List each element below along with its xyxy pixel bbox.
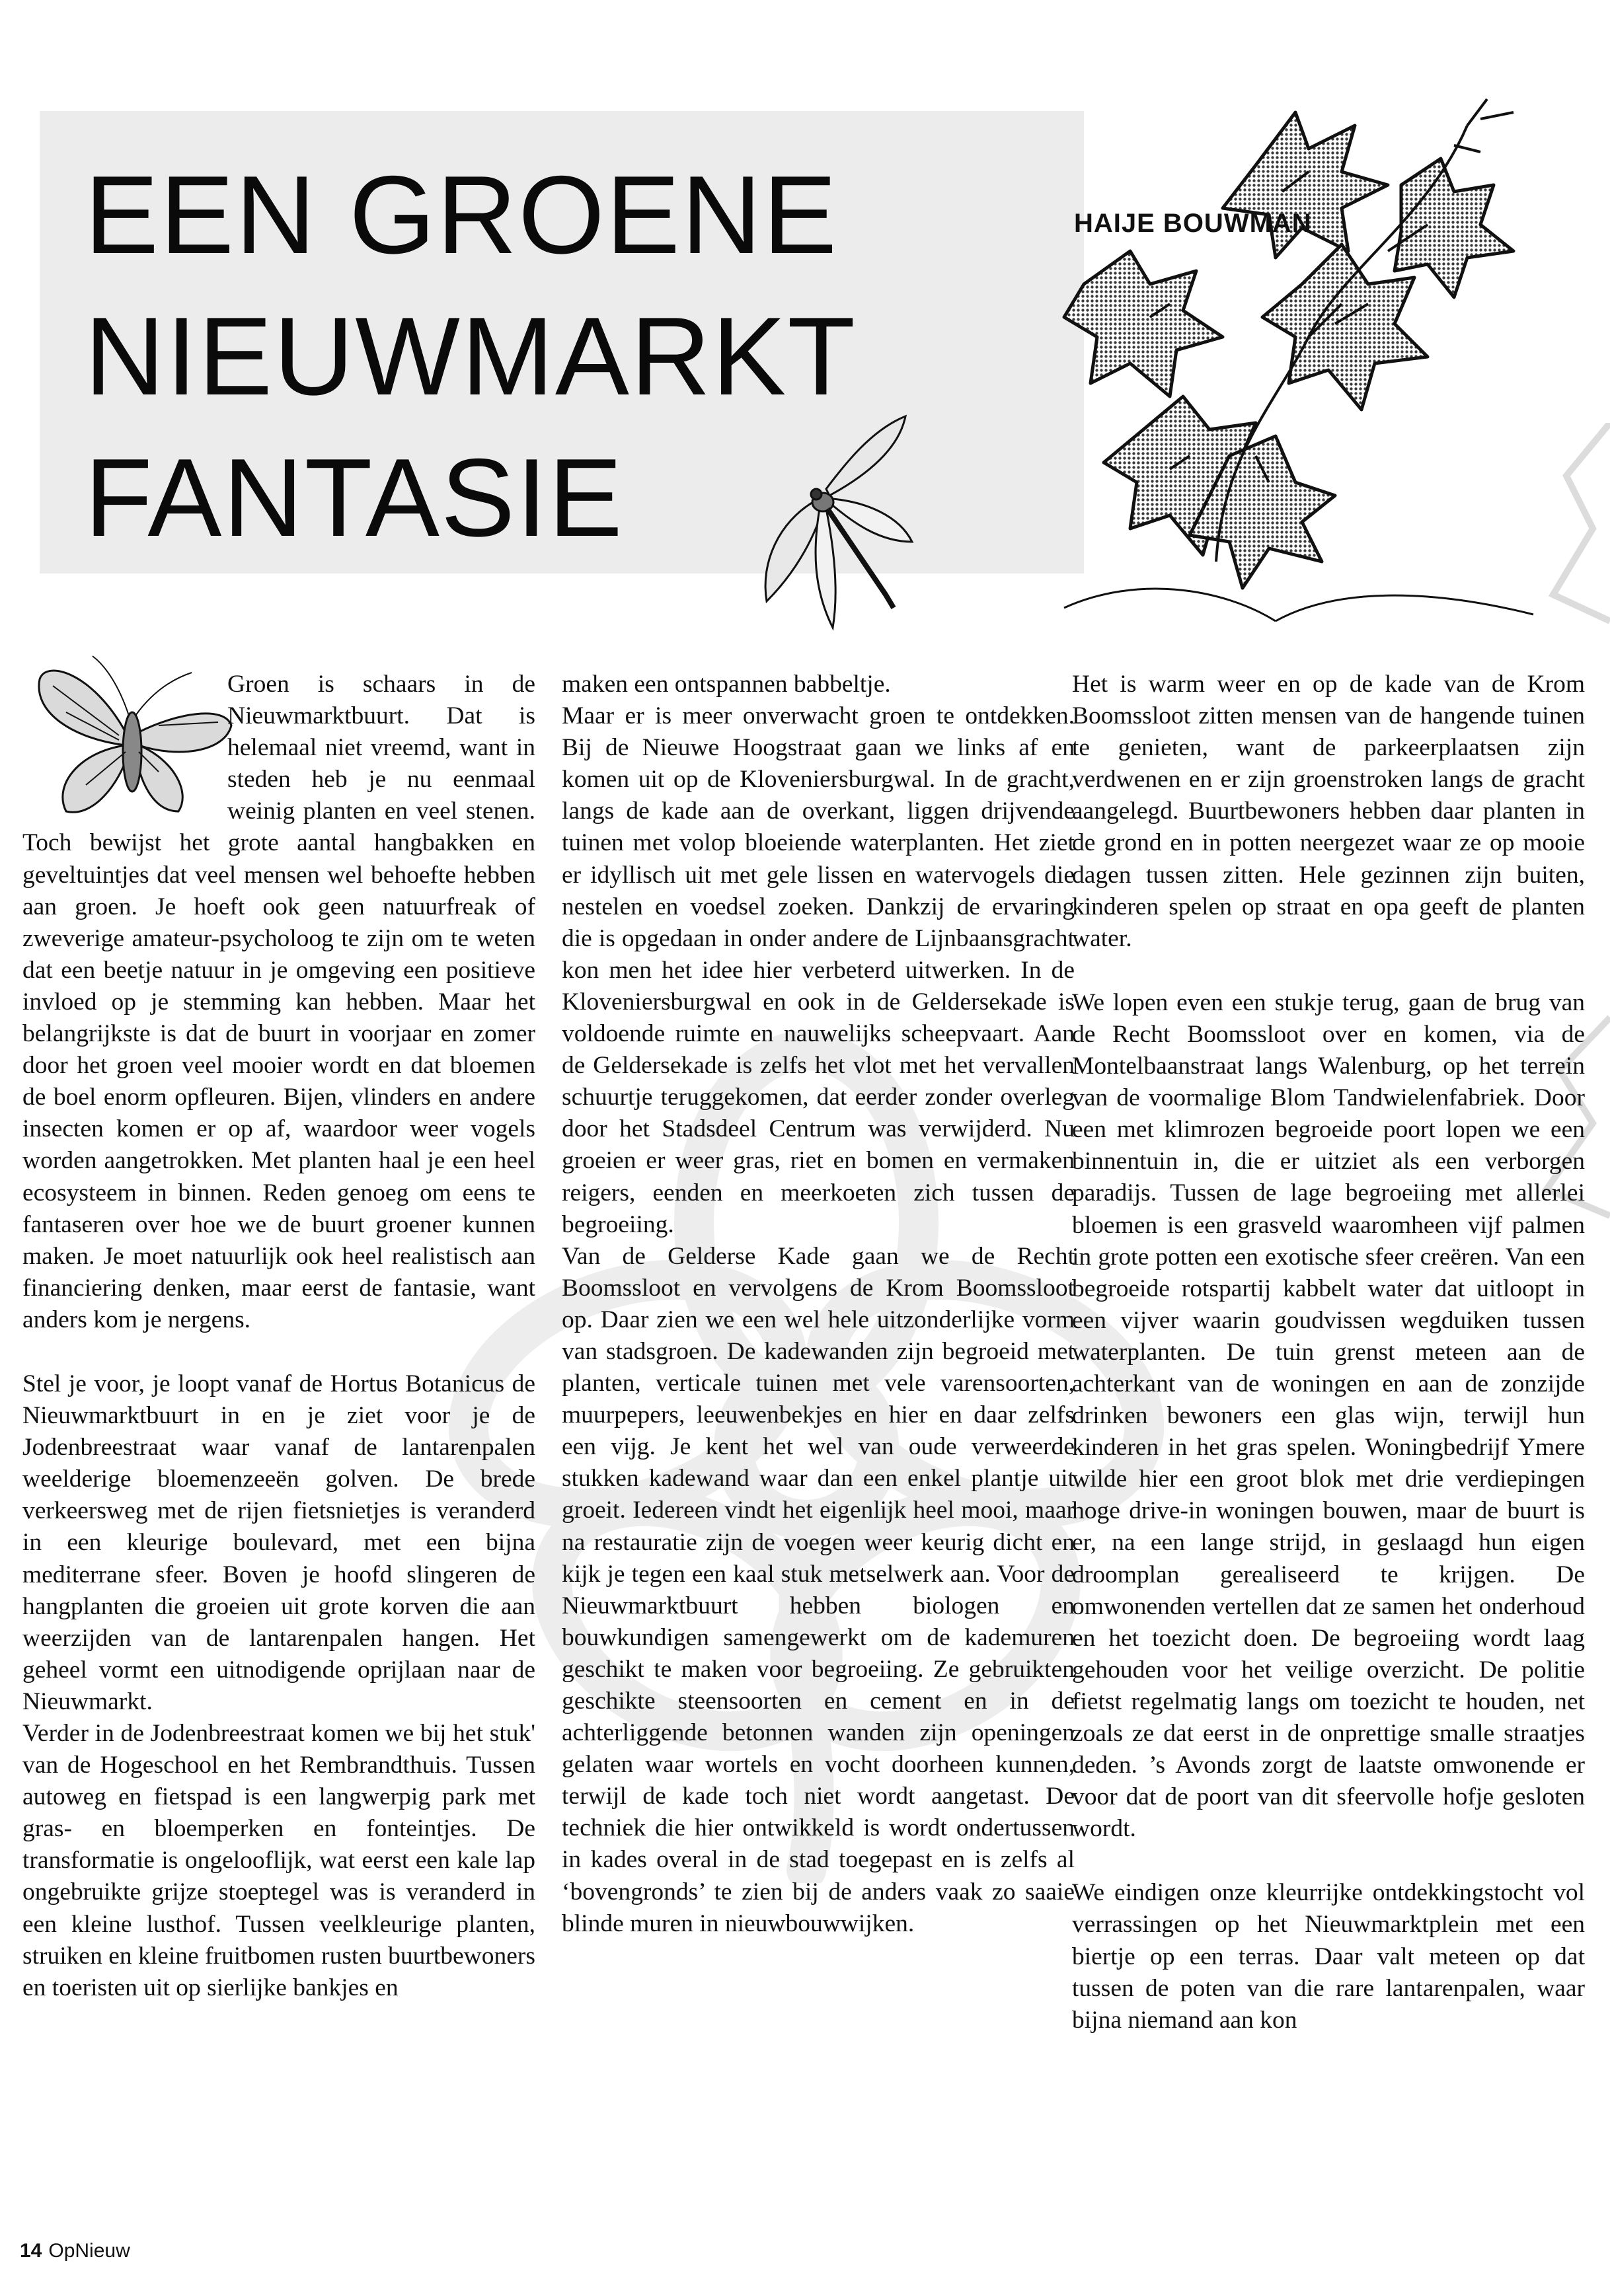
paragraph-9: We eindigen onze kleurrijke ontdekkingstocht vol verrassingen op het Nieuwmarktplein met een biertje op een terras. Daar valt meteen op dat tussen de poten van die rare lantarenpalen, waar bijna niemand aan kon [1072, 1879, 1585, 2034]
ivy-illustration [1057, 86, 1540, 628]
paragraph-4: maken een ontspannen babbeltje. [562, 671, 891, 698]
magazine-name: OpNieuw [48, 2240, 130, 2262]
article-column-3 [1072, 669, 1585, 2036]
paragraph-5: Maar er is meer onverwacht groen te ontdekken. Bij de Nieuwe Hoogstraat gaan we links af en komen uit op de Kloveniersburgwal. In de gracht, langs de kade aan de overkant, liggen drijvende tuinen met volop bloeiende waterplanten. Het ziet er idyllisch uit met gele lissen en watervogels die nestelen en voedsel zoeken. Dankzij de ervaring die is opgedaan in onder andere de Lijnbaansgracht kon men het idee hier verbeterd uitwerken. In de Kloveniersburgwal en ook in de Geldersekade is voldoende ruimte en nauwelijks scheepvaart. Aan de Geldersekade is zelfs het vlot met het vervallen schuurtje teruggekomen, dat eerder zonder overleg door het Stadsdeel Centrum was verwijderd. Nu groeien er weer gras, riet en bomen en vermaken reigers, eenden en meerkoeten zich tussen de begroeiing. [562, 702, 1075, 1238]
title-line-1: EEN GROENE [85, 153, 839, 277]
paragraph-3: Verder in de Jodenbreestraat komen we bij het stuk' van de Hogeschool en het Rembrandthuis. Tussen autoweg en fietspad is een langwerpig park met gras- en bloemperken en fonteintjes. De transformatie is ongelooflijk, wat eerst een kale lap ongebruikte grijze stoeptegel was is veranderd in een kleine lusthof. Tussen veelkleurige planten, struiken en kleine fruitbomen rusten buurtbewoners en toeristen uit op sierlijke bankjes en [22, 1720, 535, 2001]
paragraph-7: Het is warm weer en op de kade van de Krom Boomssloot zitten mensen van de hangende tuinen te genieten, want de parkeerplaatsen zijn verdwenen en er zijn groenstroken langs de gracht aangelegd. Buurtbewoners hebben daar planten in de grond en in potten neergezet waar ze op mooie dagen tussen zitten. Hele gezinnen zijn buiten, kinderen spelen op straat en opa geeft de planten water. [1072, 671, 1585, 952]
page-number: 14 [20, 2240, 42, 2262]
article-column-2 [562, 669, 1075, 1940]
paragraph-1: Groen is schaars in de Nieuwmarktbuurt. Dat is helemaal niet vreemd, want in steden heb je nu eenmaal weinig planten en veel stenen. Toch bewijst het grote aantal hangbakken en geveltuintjes dat veel mensen wel behoefte hebben aan groen. Je hoeft ook geen natuurfreak of zweverige amateur-psycholoog te zijn om te weten dat een beetje natuur in je omgeving een positieve invloed op je stemming kan hebben. Maar het belangrijkste is dat de buurt in voorjaar en zomer door het groen veel mooier wordt en dat bloemen de boel enorm opfleuren. Bijen, vlinders en andere insecten komen er op af, waardoor weer vogels worden aangetrokken. Met planten haal je een heel ecosysteem in binnen. Reden genoeg om eens te fantaseren over hoe we de buurt groener kunnen maken. Je moet natuurlijk ook heel realistisch aan financiering denken, maar eerst de fantasie, want anders kom je nergens. [22, 671, 535, 1333]
paragraph-2: Stel je voor, je loopt vanaf de Hortus Botanicus de Nieuwmarktbuurt in en je ziet voor je de Jodenbreestraat waar vanaf de lantarenpalen weelderige bloemenzeeën golven. De brede verkeersweg met de rijen fietsnietjes is veranderd in een kleurige boulevard, met een bijna mediterrane sfeer. Boven je hoofd slingeren de hangplanten die groeien uit grote korven die aan weerzijden van de lantarenpalen hangen. Het geheel vormt een uitnodigende oprijlaan naar de Nieuwmarkt. [22, 1370, 535, 1715]
author-name: HAIJE BOUWMAN [1074, 209, 1312, 238]
title-line-3: FANTASIE [85, 435, 624, 560]
moth-float-space [22, 669, 227, 797]
title-line-2: NIEUWMARKT [85, 294, 857, 418]
dragonfly-illustration [740, 410, 939, 634]
page-footer [20, 2240, 130, 2262]
paragraph-8: We lopen even een stukje terug, gaan de brug van de Recht Boomssloot over en komen, via de Montelbaanstraat langs Walenburg, op het terrein van de voormalige Blom Tandwielenfabriek. Door een met klimrozen begroeide poort lopen we een binnentuin in, die er uitziet als een verborgen paradijs. Tussen de lage begroeiing met allerlei bloemen is een grasveld waaromheen vijf palmen in grote potten een exotische sfeer creëren. Van een begroeide rotspartij kabbelt water dat uitloopt in een vijver waarin goudvissen wegduiken tussen waterplanten. De tuin grenst meteen aan de achterkant van de woningen en aan de zonzijde drinken bewoners een glas wijn, terwijl hun kinderen in het gras spelen. Woningbedrijf Ymere wilde hier een groot blok met drie verdiepingen hoge drive-in woningen bouwen, maar de buurt is er, na een lange strijd, in geslaagd hun eigen droomplan gerealiseerd te krijgen. De omwonenden vertellen dat ze samen het onderhoud en het toezicht doen. De begroeiing wordt laag gehouden voor het veilige overzicht. De politie fietst regelmatig langs om toezicht te houden, net zoals ze dat eerst in de onprettige smalle straatjes deden. ’s Avonds zorgt de laatste omwonende er voor dat de poort van dit sfeervolle hofje gesloten wordt. [1072, 988, 1585, 1843]
article-column-1 [22, 669, 535, 2004]
paragraph-6: Van de Gelderse Kade gaan we de Recht Boomssloot en vervolgens de Krom Boomssloot op. Daar zien we een wel hele uitzonderlijke vorm van stadsgroen. De kadewanden zijn begroeid met planten, verticale tuinen met vele varensoorten, muurpepers, leeuwenbekjes en hier en daar zelfs een vijg. Je kent het wel van oude verweerde stukken kadewand waar dan een enkel plantje uit groeit. Iedereen vindt het eigenlijk heel mooi, maar na restauratie zijn de voegen weer keurig dicht en kijk je tegen een kaal stuk metselwerk aan. Voor de Nieuwmarktbuurt hebben biologen en bouwkundigen samengewerkt om de kademuren geschikt te maken voor begroeiing. Ze gebruikten geschikte steensoorten en cement en in de achterliggende betonnen wanden zijn openingen gelaten waar wortels en vocht doorheen kunnen, terwijl de kade toch niet wordt aangetast. De techniek die hier ontwikkeld is wordt ondertussen in kades overal in de stad toegepast en is zelfs al ‘bovengronds’ te zien bij de anders vaak zo saaie blinde muren in nieuwbouwwijken. [562, 1242, 1075, 1937]
